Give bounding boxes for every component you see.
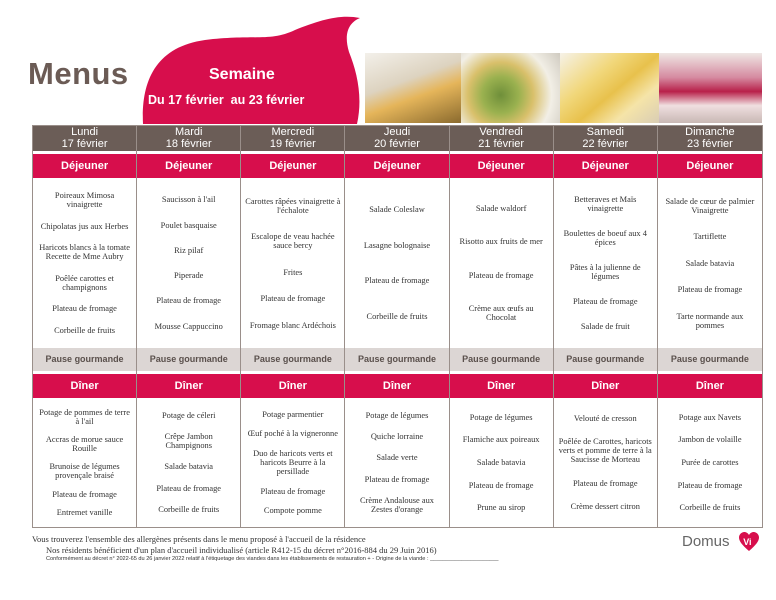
- menu-item: Mousse Cappuccino: [154, 321, 223, 331]
- diner-header: Dîner: [345, 374, 448, 398]
- menu-item: Crêpe Jambon Champignons: [164, 432, 213, 451]
- menu-item: Plateau de fromage: [260, 486, 326, 496]
- footer-allergens: Vous trouverez l'ensemble des allergènes présents dans le menu proposé à l'accueil de la résidence: [32, 534, 366, 544]
- day-name: Mardi: [174, 126, 203, 138]
- menu-item: Saucisson à l'ail: [161, 195, 216, 205]
- menu-item: Poêlée de Carottes, haricots verts et pomme de terre à la Saucisse de Morteau: [558, 437, 652, 465]
- pause-gourmande: Pause gourmande: [241, 348, 344, 371]
- pause-gourmande: Pause gourmande: [450, 348, 553, 371]
- day-column-mardi: [137, 126, 241, 527]
- menu-item: Velouté de cresson: [573, 413, 637, 423]
- menu-item: Plateau de fromage: [677, 285, 743, 294]
- pause-gourmande: Pause gourmande: [658, 348, 762, 371]
- menu-item: Accras de morue sauce Rouille: [45, 435, 124, 454]
- day-date: 22 février: [582, 138, 629, 150]
- menu-grid: [32, 125, 763, 528]
- menu-item: Betteraves et Maïs vinaigrette: [574, 195, 637, 213]
- menu-item: Plateau de fromage: [468, 270, 534, 280]
- menu-item: Potage de céleri: [161, 411, 216, 421]
- diner-header: Dîner: [137, 374, 240, 398]
- menu-item: Plateau de fromage: [572, 478, 638, 488]
- menu-item: Salade verte: [376, 453, 418, 463]
- menu-item: Chipolatas jus aux Herbes: [40, 221, 129, 231]
- menu-item: Potage parmentier: [262, 409, 324, 419]
- dejeuner-header: Déjeuner: [137, 154, 240, 178]
- dejeuner-items: [243, 179, 342, 347]
- dejeuner-header: Déjeuner: [554, 154, 657, 178]
- menu-item: Salade de cœur de palmier Vinaigrette: [665, 196, 755, 215]
- day-name: Dimanche: [685, 126, 735, 138]
- diner-items: [452, 399, 551, 526]
- menu-item: Risotto aux fruits de mer: [459, 237, 543, 247]
- menu-item: Plateau de fromage: [364, 276, 430, 286]
- menu-item: Salade batavia: [476, 457, 526, 467]
- day-date: 21 février: [478, 138, 525, 150]
- day-name: Mercredi: [271, 126, 315, 138]
- menu-item: Frites: [283, 267, 303, 277]
- diner-header: Dîner: [450, 374, 553, 398]
- menu-item: Salade Coleslaw: [369, 205, 425, 215]
- diner-items: [556, 399, 655, 526]
- menu-item: Plateau de fromage: [677, 480, 743, 490]
- photo-cheese: [560, 53, 659, 123]
- dejeuner-header: Déjeuner: [658, 154, 762, 178]
- logo-heart-icon: [738, 531, 760, 553]
- day-date: 19 février: [269, 138, 316, 150]
- menu-item: Crème aux œufs au Chocolat: [468, 304, 534, 323]
- menu-item: Plateau de fromage: [156, 296, 222, 306]
- menu-item: Piperade: [174, 271, 204, 281]
- dejeuner-header: Déjeuner: [450, 154, 553, 178]
- menu-item: Salade batavia: [685, 258, 735, 268]
- menu-item: Tarte normande aux pommes: [676, 311, 744, 330]
- logo-text: Domus: [682, 533, 730, 550]
- footer-decree: Conformément au décret n° 2022-65 du 26 janvier 2022 relatif à l'étiquetage des viandes dans les établissements de restauration + - Origine de la viande : ______________________: [46, 556, 499, 562]
- menu-item: Potage de légumes: [365, 411, 429, 421]
- day-header: [658, 126, 762, 151]
- diner-header: Dîner: [241, 374, 344, 398]
- menu-item: Plateau de fromage: [52, 304, 117, 314]
- dejeuner-header: Déjeuner: [345, 154, 448, 178]
- day-column-lundi: [33, 126, 137, 527]
- menu-item: Plateau de fromage: [572, 297, 638, 306]
- diner-header: Dîner: [658, 374, 762, 398]
- day-header: [345, 126, 448, 151]
- diner-items: [139, 399, 238, 526]
- menu-item: Plateau de fromage: [52, 489, 117, 499]
- day-column-mercredi: [241, 126, 345, 527]
- week-label: Semaine: [209, 66, 275, 83]
- photo-salad: [461, 53, 560, 123]
- menu-item: Purée de carottes: [681, 457, 739, 467]
- diner-items: [35, 399, 134, 526]
- pause-gourmande: Pause gourmande: [33, 348, 136, 371]
- menu-item: Plateau de fromage: [468, 480, 534, 490]
- day-name: Samedi: [586, 126, 624, 138]
- menu-item: Jambon de volaille: [678, 435, 742, 445]
- menu-item: Pâtes à la julienne de légumes: [569, 263, 641, 281]
- menu-item: Carottes râpées vinaigrette à l'échalote: [245, 196, 341, 215]
- day-column-dimanche: [658, 126, 762, 527]
- menu-item: Duo de haricots verts et haricots Beurre à la persillade: [253, 448, 333, 476]
- day-header: [554, 126, 657, 151]
- menu-item: Plateau de fromage: [156, 483, 222, 493]
- svg-text:Vi: Vi: [743, 537, 752, 547]
- diner-items: [660, 399, 760, 526]
- menu-item: Entremet vanille: [56, 507, 113, 517]
- dejeuner-items: [452, 179, 551, 347]
- dejeuner-header: Déjeuner: [241, 154, 344, 178]
- diner-header: Dîner: [554, 374, 657, 398]
- menu-item: Prune au sirop: [476, 503, 526, 513]
- menu-item: Escalope de veau hachée sauce bercy: [251, 232, 335, 250]
- day-column-vendredi: [450, 126, 554, 527]
- day-date: 20 février: [374, 138, 420, 150]
- menu-item: Potage de pommes de terre à l'ail: [39, 408, 130, 427]
- photo-cake: [659, 53, 762, 123]
- domusvi-logo: [682, 530, 762, 554]
- dejeuner-items: [139, 179, 238, 347]
- menu-item: Compote pomme: [263, 506, 322, 516]
- menu-item: Poireaux Mimosa vinaigrette: [54, 191, 115, 210]
- menu-item: Crème dessert citron: [570, 502, 640, 512]
- menu-item: Riz pilaf: [174, 245, 204, 255]
- menu-item: Corbeille de fruits: [679, 503, 741, 513]
- menu-item: Potage aux Navets: [678, 412, 742, 422]
- menu-item: Corbeille de fruits: [54, 325, 116, 335]
- menu-item: Tartiflette: [693, 232, 727, 241]
- diner-header: Dîner: [33, 374, 136, 398]
- menu-item: Brunoise de légumes provençale braisé: [49, 462, 120, 481]
- menu-item: Lasagne bolognaise: [363, 240, 431, 250]
- day-column-samedi: [554, 126, 658, 527]
- menu-item: Plateau de fromage: [364, 474, 430, 484]
- day-header: [137, 126, 240, 151]
- day-header: [33, 126, 136, 151]
- menu-item: Salade batavia: [164, 462, 214, 472]
- dejeuner-items: [347, 179, 446, 347]
- pause-gourmande: Pause gourmande: [554, 348, 657, 371]
- menu-item: Œuf poché à la vigneronne: [247, 429, 338, 439]
- day-date: 18 février: [165, 138, 212, 150]
- day-name: Vendredi: [479, 126, 523, 138]
- menu-item: Poêlée carottes et champignons: [55, 273, 114, 292]
- dejeuner-items: [660, 179, 760, 347]
- menu-item: Salade de fruit: [580, 322, 630, 331]
- menu-item: Plateau de fromage: [260, 294, 326, 303]
- photo-dessert-glass: [365, 53, 461, 123]
- menu-item: Quiche lorraine: [370, 432, 424, 442]
- menu-item: Boulettes de boeuf aux 4 épices: [563, 229, 647, 247]
- menu-item: Corbeille de fruits: [158, 504, 220, 514]
- menu-item: Crème Andalouse aux Zestes d'orange: [360, 495, 434, 514]
- day-header: [450, 126, 553, 151]
- diner-items: [243, 399, 342, 526]
- pause-gourmande: Pause gourmande: [137, 348, 240, 371]
- dejeuner-items: [35, 179, 134, 347]
- menu-item: Fromage blanc Ardéchois: [249, 320, 336, 330]
- dejeuner-header: Déjeuner: [33, 154, 136, 178]
- week-dates: Du 17 février au 23 février: [148, 93, 305, 107]
- menu-item: Salade waldorf: [475, 203, 527, 213]
- menu-item: Haricots blancs à la tomate Recette de Mme Aubry: [39, 243, 130, 262]
- day-header: [241, 126, 344, 151]
- day-column-jeudi: [345, 126, 449, 527]
- menu-item: Flamiche aux poireaux: [462, 435, 540, 445]
- day-date: 17 février: [61, 138, 108, 150]
- menu-item: Potage de légumes: [469, 412, 533, 422]
- day-name: Jeudi: [383, 126, 411, 138]
- footer-residents: Nos résidents bénéficient d'un plan d'accueil individualisé (article R412-15 du décret n°2016-884 du 29 Juin 2016): [46, 545, 437, 555]
- pause-gourmande: Pause gourmande: [345, 348, 448, 371]
- menu-item: Poulet basquaise: [160, 220, 217, 230]
- page-title: Menus: [28, 56, 129, 91]
- food-photos: [365, 53, 762, 123]
- dejeuner-items: [556, 179, 655, 347]
- menu-item: Corbeille de fruits: [366, 311, 428, 321]
- day-date: 23 février: [686, 138, 733, 150]
- day-name: Lundi: [71, 126, 99, 138]
- diner-items: [347, 399, 446, 526]
